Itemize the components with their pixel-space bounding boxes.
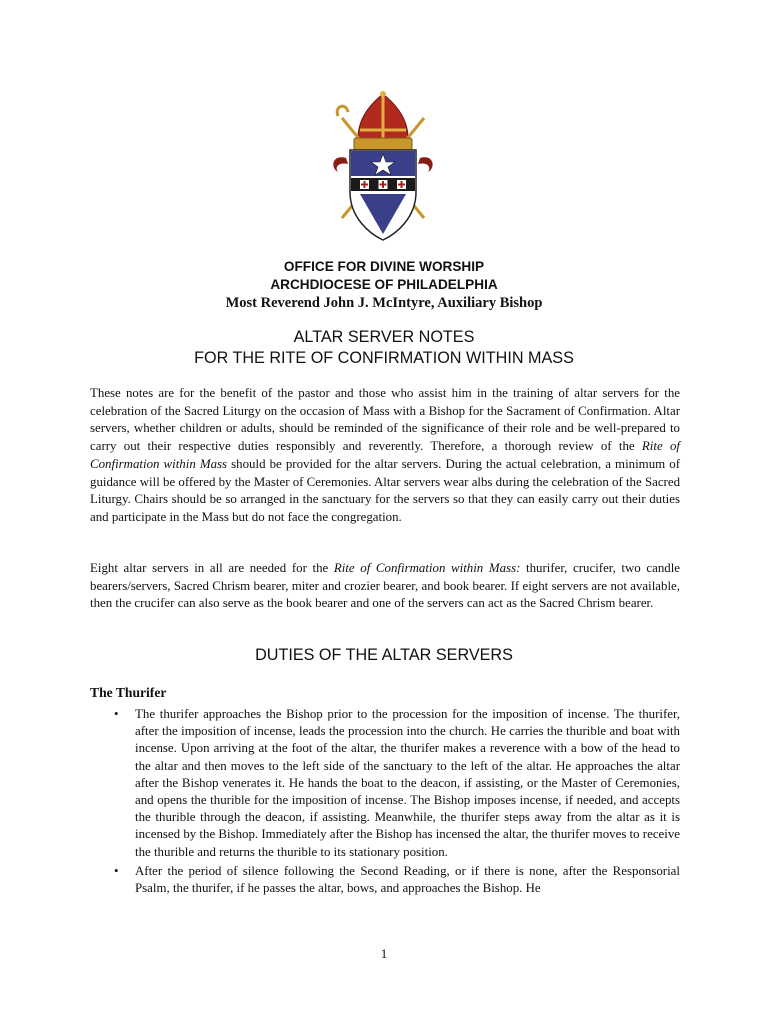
title-line-2: FOR THE RITE OF CONFIRMATION WITHIN MASS — [194, 349, 574, 367]
intro-paragraph-1 — [90, 385, 680, 527]
page-number: 1 — [380, 946, 388, 961]
office-name: OFFICE FOR DIVINE WORSHIP — [283, 259, 485, 274]
archdiocese-coat-of-arms — [324, 88, 442, 244]
list-item — [90, 863, 680, 897]
bishop-name: Most Reverend John J. McIntyre, Auxiliary Bishop — [225, 295, 543, 311]
thurifer-duties-list — [90, 706, 680, 899]
archdiocese-name: ARCHDIOCESE OF PHILADELPHIA — [270, 277, 498, 292]
list-item-text: The thurifer approaches the Bishop prior to the procession for the imposition of incense. The thurifer, after the imposition of incense, leads the procession into the church. He carries the thurible and boat with incense. Upon arriving at the foot of the altar, the thurifer makes a reverence with a bow of the head to the altar and then moves to the left side of the sanctuary to the left of the altar. He approaches the altar after the Bishop venerates it. He hands the boat to the deacon, if assisting, or the Master of Ceremonies, and opens the thurible for the imposition of incense. The Bishop imposes incense, if needed, and accepts the thurible through the deacon, if assisting. Meanwhile, the thurifer steps away from the altar as it is incensed by the Bishop. Immediately after the Bishop has incensed the altar, the thurifer moves to receive the thurible and returns the thurible to its stationary position. — [135, 707, 681, 859]
bullet-icon: • — [114, 707, 119, 721]
duties-heading: DUTIES OF THE ALTAR SERVERS — [255, 646, 513, 664]
thurifer-heading: The Thurifer — [90, 685, 167, 700]
intro-p2-text-b: thurifer, crucifer, two candle bearers/servers, Sacred Chrism bearer, miter and crozier bearer, and book bearer. If eight servers are not available, then the crucifer can also serve as the book bearer and one of the servers can act as the Sacred Chrism bearer. — [90, 561, 681, 611]
bullet-icon: • — [114, 863, 119, 878]
title-line-1: ALTAR SERVER NOTES — [293, 328, 475, 346]
intro-p1-rite-title: Rite of Confirmation within Mass — [90, 439, 680, 471]
intro-p1-text-b: should be provided for the altar servers. During the actual celebration, a minimum of guidance will be offered by the Master of Ceremonies. Altar servers wear albs during the celebration of the Sacred Liturgy. Chairs should be so arranged in the sanctuary for the servers so that they can easily carry out their duties and participate in the Mass but do not face the congregation. — [90, 456, 681, 524]
list-item-text: After the period of silence following the Second Reading, or if there is none, after the Responsorial Psalm, the thurifer, if he passes the altar, bows, and approaches the Bishop. He — [135, 863, 680, 896]
list-item — [90, 706, 680, 861]
office-header — [0, 258, 768, 312]
intro-paragraph-2 — [90, 560, 680, 613]
intro-p1-text-a: These notes are for the benefit of the pastor and those who assist him in the training of altar servers for the celebration of the Sacred Liturgy on the occasion of Mass with a Bishop for the Sacrament of Confirmation. Altar servers, whether children or adults, should be reminded of the significance of their role and be well-prepared to carry out their respective duties responsibly and reverently. Therefore, a thorough review of the — [90, 386, 680, 454]
intro-p2-text-a: Eight altar servers in all are needed for the — [90, 561, 334, 575]
intro-p2-rite-title: Rite of Confirmation within Mass: — [333, 561, 521, 575]
document-title — [0, 327, 768, 369]
